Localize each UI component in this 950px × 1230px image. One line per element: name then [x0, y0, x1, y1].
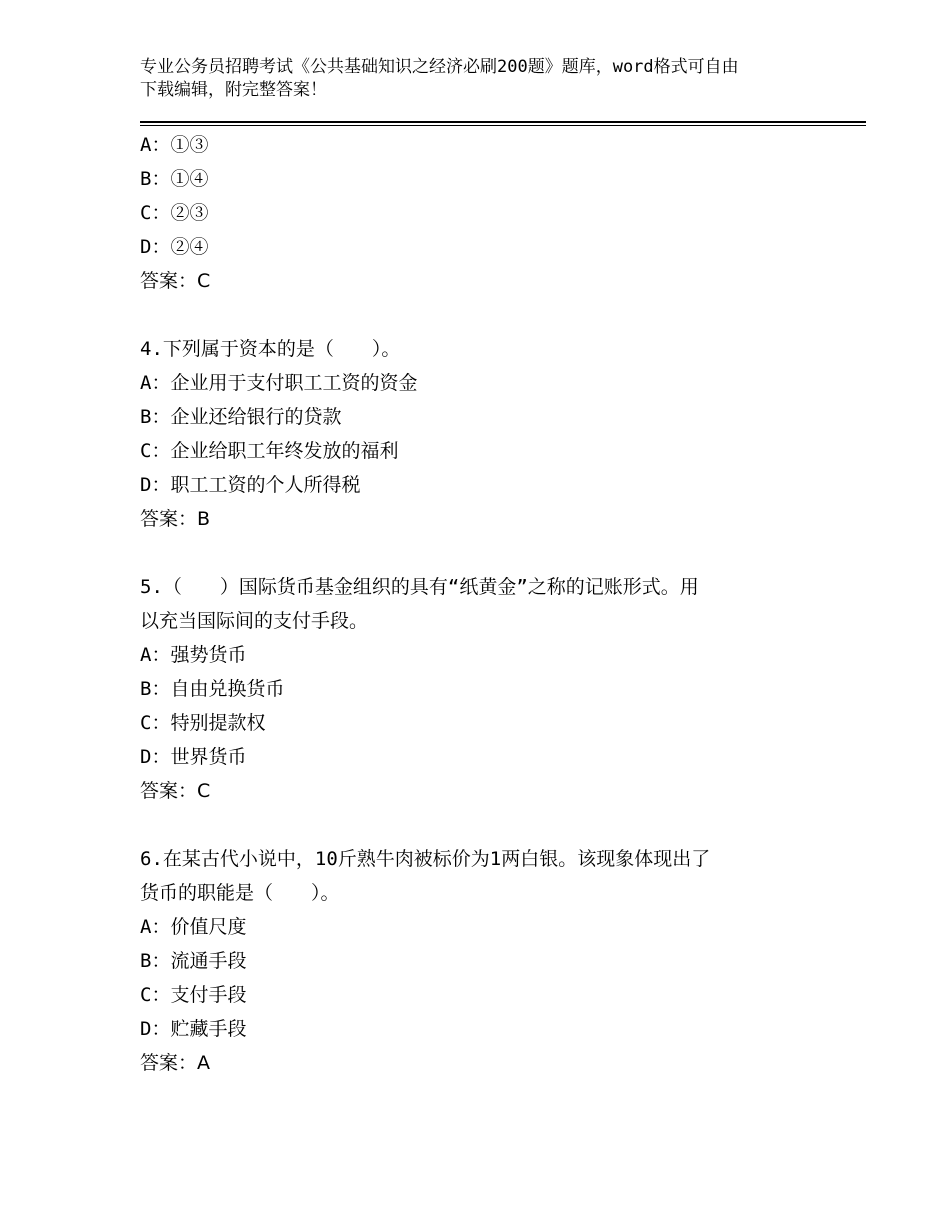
option-b: B：①④: [140, 168, 209, 190]
option-d: D：职工工资的个人所得税: [140, 474, 361, 496]
answer-line: 答案：B: [140, 508, 211, 530]
question-4: [140, 332, 820, 536]
option-a: A：企业用于支付职工工资的资金: [140, 372, 418, 394]
option-c: C：特别提款权: [140, 712, 266, 734]
option-c: C：支付手段: [140, 984, 247, 1006]
question-stem-line-2: 货币的职能是（ ）。: [140, 882, 340, 904]
option-a: A：价值尺度: [140, 916, 247, 938]
document-header: [140, 56, 820, 102]
answer-line: 答案：A: [140, 1052, 210, 1074]
spacer: [140, 808, 820, 842]
header-rule-thin: [140, 125, 866, 126]
option-b: B：自由兑换货币: [140, 678, 285, 700]
header-rule-thick: [140, 121, 866, 123]
option-d: D：贮藏手段: [140, 1018, 247, 1040]
option-a: A：①③: [140, 134, 209, 156]
question-stem: 4.下列属于资本的是（ ）。: [140, 338, 401, 360]
question-6: [140, 842, 820, 1080]
option-d: D：世界货币: [140, 746, 247, 768]
answer-line: 答案：C: [140, 780, 211, 802]
option-c: C：企业给职工年终发放的福利: [140, 440, 399, 462]
option-c: C：②③: [140, 202, 209, 224]
question-stem-line-1: 5.（ ）国际货币基金组织的具有“纸黄金”之称的记账形式。用: [140, 576, 699, 598]
option-d: D：②④: [140, 236, 209, 258]
spacer: [140, 536, 820, 570]
option-a: A：强势货币: [140, 644, 247, 666]
header-line-1: 专业公务员招聘考试《公共基础知识之经济必刷200题》题库，word格式可自由: [140, 57, 739, 77]
option-b: B：企业还给银行的贷款: [140, 406, 342, 428]
question-stem-line-2: 以充当国际间的支付手段。: [140, 610, 369, 632]
answer-line: 答案：C: [140, 270, 211, 292]
question-3: [140, 128, 820, 298]
spacer: [140, 298, 820, 332]
option-b: B：流通手段: [140, 950, 247, 972]
header-line-2: 下载编辑，附完整答案！: [140, 80, 327, 100]
question-stem-line-1: 6.在某古代小说中，10斤熟牛肉被标价为1两白银。该现象体现出了: [140, 848, 711, 870]
question-list: [140, 128, 820, 1080]
question-5: [140, 570, 820, 808]
